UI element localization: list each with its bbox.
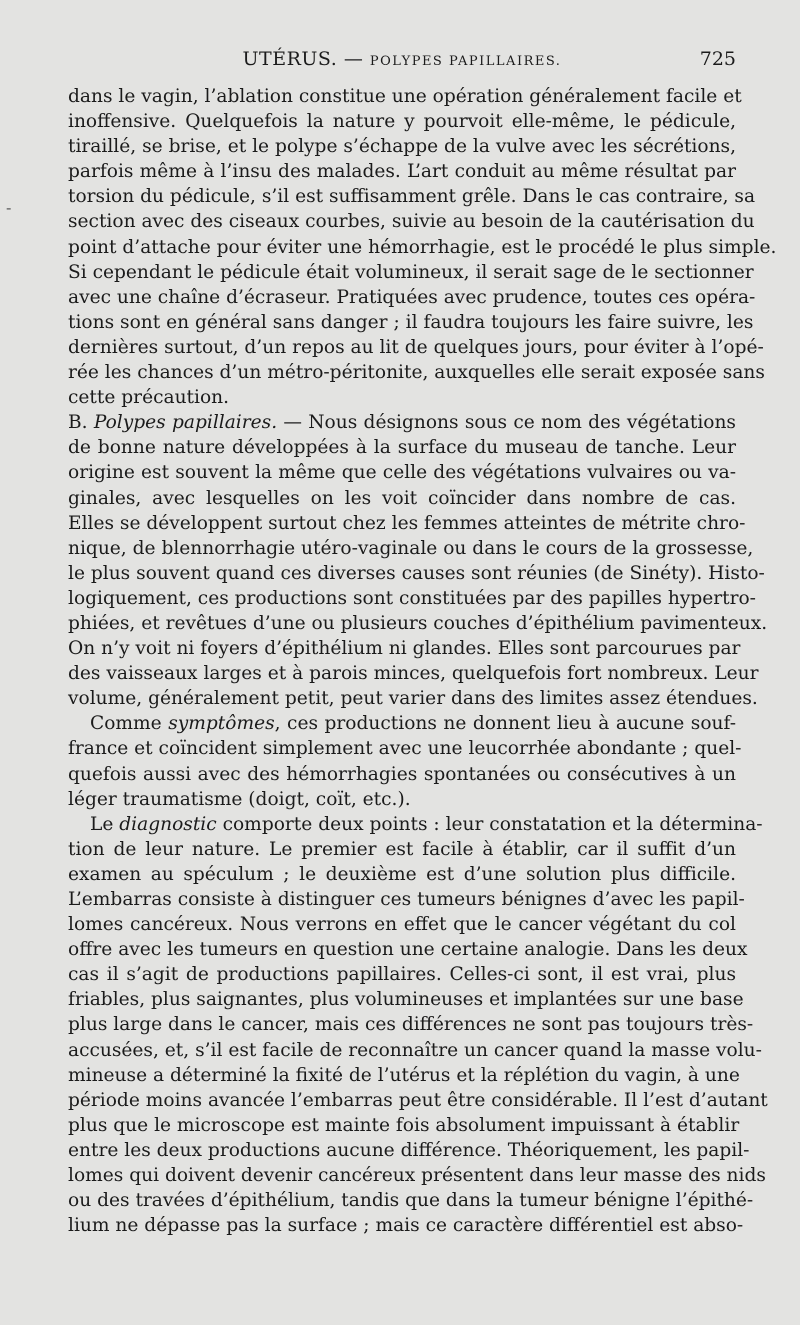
text-line: avec une chaîne d’écraseur. Pratiquées avec prudence, toutes ces opéra- — [68, 286, 756, 308]
text-line: rée les chances d’un métro-péritonite, auxquelles elle serait exposée sans — [68, 362, 765, 384]
text-line: tiraillé, se brise, et le polype s’échappe de la vulve avec les sécrétions, — [68, 136, 736, 158]
text-line: france et coïncident simplement avec une leucorrhée abondante ; quel- — [68, 738, 742, 760]
text-line: L’embarras consiste à distinguer ces tumeurs bénignes d’avec les papil- — [68, 889, 745, 910]
text-line: On n’y voit ni foyers d’épithélium ni glandes. Elles sont parcourues par — [68, 638, 741, 660]
text-line: origine est souvent la même que celle des végétations vulvaires ou va- — [68, 462, 736, 484]
header-separator: — — [343, 48, 364, 70]
section-title: POLYPES PAPILLAIRES. — [369, 54, 562, 69]
text-line: nique, de blennorrhagie utéro-vaginale ou dans le cours de la grossesse, — [68, 537, 754, 559]
text-line: ginales, avec lesquelles on les voit coïncider dans nombre de cas. — [68, 487, 736, 509]
text-line: cas il s’agit de productions papillaires. Celles-ci sont, il est vrai, plus — [68, 964, 736, 986]
section-letter: B. — [68, 412, 94, 434]
running-header — [68, 48, 736, 78]
symptoms-term: symptômes — [168, 713, 275, 735]
text-line: période moins avancée l’embarras peut être considérable. Il l’est d’autant — [68, 1089, 768, 1111]
text-line: lomes cancéreux. Nous verrons en effet que le cancer végétant du col — [68, 914, 736, 936]
text-line-fragment: — Nous désignons sous ce nom des végétations — [283, 412, 736, 434]
text-line: examen au spéculum ; le deuxième est d’une solution plus difficile. — [68, 863, 736, 885]
text-fragment: Comme — [90, 713, 169, 735]
text-line: tions sont en général sans danger ; il faudra toujours les faire suivre, les — [68, 311, 754, 333]
text-line: lomes qui doivent devenir cancéreux présentent dans leur masse des nids — [68, 1165, 766, 1187]
text-line: parfois même à l’insu des malades. L’art conduit au même résultat par — [68, 161, 736, 183]
text-line: torsion du pédicule, s’il est suffisamment grêle. Dans le cas contraire, sa — [68, 186, 756, 208]
text-line: inoffensive. Quelquefois la nature y pourvoit elle-même, le pédicule, — [68, 111, 736, 133]
symptoms-line — [68, 711, 736, 736]
text-line: volume, généralement petit, peut varier dans des limites assez étendues. — [68, 688, 758, 710]
body-text — [68, 84, 777, 1238]
text-line: des vaisseaux larges et à parois minces, quelquefois fort nombreux. Leur — [68, 663, 759, 685]
page-number: 725 — [699, 48, 736, 70]
text-line: plus large dans le cancer, mais ces différences ne sont pas toujours très- — [68, 1014, 754, 1036]
text-line: dans le vagin, l’ablation constitue une opération généralement facile et — [68, 86, 742, 107]
chapter-title: UTÉRUS. — [242, 48, 338, 70]
text-line: de bonne nature développées à la surface du museau de tanche. Leur — [68, 437, 736, 459]
text-line-fragment: comporte deux points : leur constatation et la détermina- — [222, 813, 763, 835]
text-line: le plus souvent quand ces diverses causes sont réunies (de Sinéty). Histo- — [68, 562, 765, 584]
text-line: entre les deux productions aucune différence. Théoriquement, les papil- — [68, 1139, 750, 1161]
text-line: ou des travées d’épithélium, tandis que dans la tumeur bénigne l’épithé- — [68, 1190, 754, 1212]
text-line: mineuse a déterminé la fixité de l’utérus et la réplétion du vagin, à une — [68, 1064, 740, 1086]
diagnostic-line — [68, 812, 763, 837]
margin-mark: - — [6, 198, 12, 217]
running-title — [68, 48, 736, 70]
text-line: section avec des ciseaux courbes, suivie au besoin de la cautérisation du — [68, 211, 755, 233]
section-heading: Polypes papillaires. — [93, 412, 278, 434]
text-line: logiquement, ces productions sont constituées par des papilles hypertro- — [68, 587, 756, 609]
text-line: lium ne dépasse pas la surface ; mais ce caractère différentiel est abso- — [68, 1215, 744, 1237]
section-heading-line — [68, 410, 736, 435]
text-line: plus que le microscope est mainte fois absolument impuissant à établir — [68, 1114, 740, 1136]
text-line: dernières surtout, d’un repos au lit de quelques jours, pour éviter à l’opé- — [68, 336, 764, 358]
text-line: léger traumatisme (doigt, coït, etc.). — [68, 788, 411, 810]
text-line: quefois aussi avec des hémorrhagies spontanées ou consécutives à un — [68, 763, 736, 785]
text-fragment: Le — [90, 813, 120, 835]
text-line: tion de leur nature. Le premier est facile à établir, car il suffit d’un — [68, 838, 736, 860]
text-line: phiées, et revêtues d’une ou plusieurs couches d’épithélium pavimenteux. — [68, 612, 768, 634]
diagnostic-term: diagnostic — [119, 813, 217, 835]
text-line: accusées, et, s’il est facile de reconnaître un cancer quand la masse volu- — [68, 1039, 762, 1061]
text-line-fragment: , ces productions ne donnent lieu à aucune souf- — [274, 713, 736, 735]
text-line: Si cependant le pédicule était volumineux, il serait sage de le sectionner — [68, 261, 754, 283]
text-line: cette précaution. — [68, 387, 230, 409]
text-line: Elles se développent surtout chez les femmes atteintes de métrite chro- — [68, 512, 746, 534]
text-line: offre avec les tumeurs en question une certaine analogie. Dans les deux — [68, 939, 748, 961]
text-line: friables, plus saignantes, plus volumineuses et implantées sur une base — [68, 989, 744, 1011]
text-line: point d’attache pour éviter une hémorrhagie, est le procédé le plus simple. — [68, 236, 777, 258]
